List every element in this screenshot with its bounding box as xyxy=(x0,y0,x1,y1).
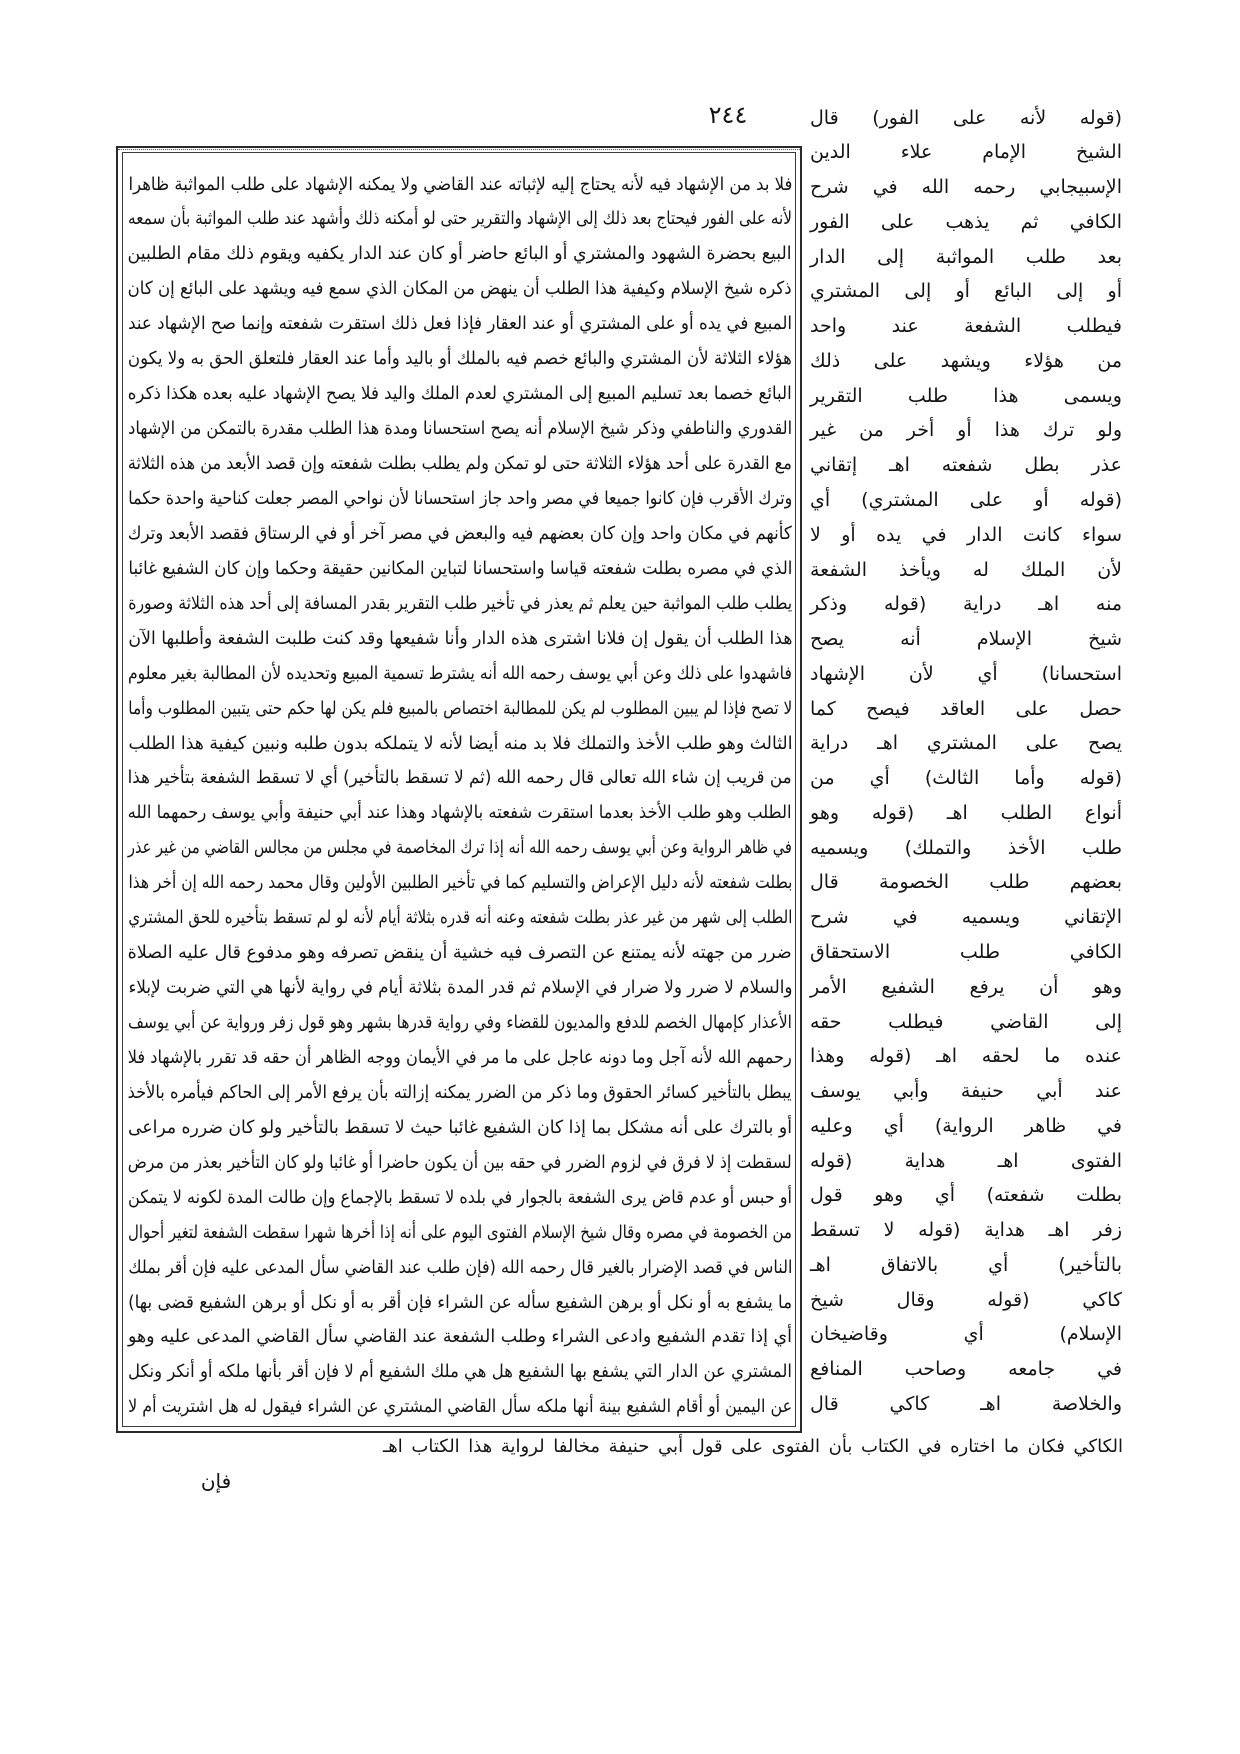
main-text-block xyxy=(128,168,792,1426)
margin-note-line: من هؤلاء ويشهد على ذلك xyxy=(810,349,1122,372)
margin-note-line: وهو أن يرفع الشفيع الأمر xyxy=(810,975,1122,998)
margin-note-line: الإسبيجابي رحمه الله في شرح xyxy=(810,176,1122,199)
margin-note-line: منه اهـ دراية (قوله وذكر xyxy=(810,593,1122,616)
main-text-line: المشتري عن الدار التي يشفع بها الشفيع هل هي ملك الشفيع أم لا فإن أقر بأنها ملكه أو أنكر ونكل xyxy=(128,1361,792,1383)
main-text-line: لأنه على الفور فيحتاج بعد ذلك إلى الإشهاد والتقرير حتى لو أمكنه ذلك وأشهد عند طلب المواثبة بأن سمعه xyxy=(128,208,792,230)
margin-note-line: (قوله لأنه على الفور) قال xyxy=(810,106,1122,129)
main-text-line: ضرر من جهته لأنه يمتنع عن التصرف فيه خشية أن ينقض تصرفه وهو مدفوع قال عليه الصلاة xyxy=(128,942,792,964)
main-text-line: بطلت شفعته لأنه دليل الإعراض والتسليم كما في تأخير الطلبين الأولين وقال محمد رحمه الله إن أخر هذا xyxy=(128,872,792,894)
margin-note-line: الإسلام) أي وقاضيخان xyxy=(810,1323,1122,1346)
margin-note-line: فيطلب الشفعة عند واحد xyxy=(810,315,1122,338)
margin-note-line: في جامعه وصاحب المنافع xyxy=(810,1358,1122,1381)
margin-note-line: لأن الملك له ويأخذ الشفعة xyxy=(810,558,1122,581)
footer-continuation-line: الكاكي فكان ما اختاره في الكتاب بأن الفتوى على قول أبي حنيفة مخالفا لرواية هذا الكتاب اهـ xyxy=(383,1436,1123,1457)
main-text-line: هذا الطلب أن يقول إن فلانا اشترى هذه الدار وأنا شفيعها وقد كنت طلبت الشفعة وأطلبها الآن xyxy=(128,627,792,649)
main-text-line: من الخصومة في مصره وقال شيخ الإسلام الفتوى اليوم على أنه إذا أخرها شهرا سقطت الشفعة لتغير أحوال xyxy=(128,1221,792,1243)
main-text-line: في ظاهر الرواية وعن أبي يوسف رحمه الله أنه إذا ترك المخاصمة في مجلس من مجالس القاضي من غير عذر xyxy=(128,837,792,859)
main-text-line: عن اليمين أو أقام الشفيع بينة أنها ملكه سأل القاضي المشتري عن الشراء فيقول له هل اشتريت أم لا xyxy=(128,1396,792,1418)
main-text-line: الأعذار كإمهال الخصم للدفع والمديون للقضاء وفي رواية قدرها بشهر وهو قول زفر ورواية عن أبي يوسف xyxy=(128,1012,792,1033)
main-text-line: الذي في مصره بطلت شفعته قياسا واستحسانا لتباين المكانين حقيقة وحكما وإن كان الشفيع غائبا xyxy=(128,557,792,579)
main-text-line: من قريب إن شاء الله تعالى قال رحمه الله (ثم لا تسقط بالتأخير) أي لا تسقط الشفعة بتأخير هذا xyxy=(128,767,792,789)
margin-note-line: أو إلى البائع أو إلى المشتري xyxy=(810,280,1122,303)
page-number: ٢٤٤ xyxy=(708,101,748,129)
margin-note-line: الفتوى اهـ هداية (قوله xyxy=(810,1149,1122,1172)
main-text-line: ذكره شيخ الإسلام وكيفية هذا الطلب أن ينهض من المكان الذي سمع فيه ويشهد على البائع إن كان xyxy=(128,278,792,300)
main-text-line: والسلام لا ضرر ولا ضرار في الإسلام ثم قدر المدة بثلاثة أيام في رواية لأنها هي التي ضربت لإبلاء xyxy=(128,977,792,999)
footer-continuation-block xyxy=(383,1430,1123,1464)
main-text-line: الطلب إلى شهر من غير عذر بطلت شفعته وعنه أنه قدره بثلاثة أيام لأنه لو لم تسقط بتأخيره للحق المشتري xyxy=(128,907,792,929)
margin-note-line: الكافي طلب الاستحقاق xyxy=(810,940,1122,963)
margin-note-line: عنده ما لحقه اهـ (قوله وهذا xyxy=(810,1045,1122,1068)
main-text-line: فلا بد من الإشهاد فيه لأنه يحتاج إليه لإثباته عند القاضي ولا يمكنه الإشهاد على طلب المواثبة ظاهرا xyxy=(128,173,792,195)
main-text-line: هؤلاء الثلاثة لأن المشتري والبائع خصم فيه بالملك أو باليد وأما عند العقار فلتعلق الحق به ولا يكون xyxy=(128,348,792,370)
main-text-line: البيع بحضرة الشهود والمشتري أو البائع حاضر أو كان عند الدار يكفيه ويقوم ذلك مقام الطلبين xyxy=(128,243,792,265)
main-text-line: ما يشفع به أو نكل أو برهن الشفيع سأله عن الشراء فإن أقر به أو نكل أو برهن الشفيع قضى بها) xyxy=(128,1291,792,1313)
margin-note-line: بعضهم طلب الخصومة قال xyxy=(810,871,1122,894)
margin-note-line: استحسانا) أي لأن الإشهاد xyxy=(810,662,1122,685)
margin-note-line: كاكي (قوله وقال شيخ xyxy=(810,1288,1122,1311)
main-text-line: لا تصح فإذا لم يبين المطلوب لم يكن للمطالبة اختصاص بالمبيع فلم يكن لها حكم حتى يتبين المطلوب وأما xyxy=(128,697,792,719)
main-text-line: مع القدرة على أحد هؤلاء الثلاثة حتى لو تمكن ولم يطلب بطلت شفعته وإن قصد الأبعد من هذه الثلاثة xyxy=(128,453,792,474)
margin-note-line: عذر بطل شفعته اهـ إتقاني xyxy=(810,454,1122,477)
margin-note-line: الإتقاني ويسميه في شرح xyxy=(810,906,1122,929)
margin-note-line: بعد طلب المواثبة إلى الدار xyxy=(810,245,1122,268)
margin-note-line: والخلاصة اهـ كاكي قال xyxy=(810,1392,1122,1415)
main-text-line: أو بالترك على أنه مشكل بما إذا كان الشفيع غائبا حيث لا تسقط بالتأخير ولو كان ضرره مراعى xyxy=(128,1116,792,1138)
main-text-line: أي إذا تقدم الشفيع وادعى الشراء وطلب الشفعة عند القاضي سأل القاضي المدعى عليه وهو xyxy=(128,1326,792,1348)
margin-note-line: في ظاهر الرواية) أي وعليه xyxy=(810,1114,1122,1137)
margin-note-line: ويسمى هذا طلب التقرير xyxy=(810,384,1122,407)
main-text-line: وترك الأقرب فإن كانوا جميعا في مصر واحد جاز استحسانا لأن نواحي المصر جعلت كناحية واحدة حكما xyxy=(128,487,792,509)
main-text-line: لسقطت إذ لا فرق في لزوم الضرر في حقه بين أن يكون حاضرا أو غائبا ولو كان التأخير بعذر من مرض xyxy=(128,1151,792,1173)
main-text-line: الناس في قصد الإضرار بالغير قال رحمه الله (فإن طلب عند القاضي سأل المدعى عليه فإن أقر بملك xyxy=(128,1256,792,1278)
margin-note-line: حصل على العاقد فيصح كما xyxy=(810,697,1122,720)
margin-note-line: إلى القاضي فيطلب حقه xyxy=(810,1010,1122,1033)
margin-note-line: سواء كانت الدار في يده أو لا xyxy=(810,523,1122,546)
margin-note-line: الشيخ الإمام علاء الدين xyxy=(810,141,1122,164)
main-text-line: أو حبس أو عدم قاض يرى الشفعة بالجوار في بلده لا تسقط بالإجماع وإن طالت المدة لكونه لا يتمكن xyxy=(128,1186,792,1208)
margin-note-line: طلب الأخذ والتملك) ويسميه xyxy=(810,836,1122,859)
main-text-line: الطلب وهو طلب الأخذ بعدما استقرت شفعته بالإشهاد وهذا عند أبي حنيفة وأبي يوسف رحمهما الله xyxy=(128,802,792,824)
main-text-line: فاشهدوا على ذلك وعن أبي يوسف رحمه الله أنه يشترط تسمية المبيع وتحديده لأن المطالبة بغير معلوم xyxy=(128,662,792,684)
main-text-line: كأنهم في مكان واحد وإن كان بعضهم فيه والبعض في مصر آخر أو في الرستاق فقصد الأبعد وترك xyxy=(128,522,792,544)
margin-note-line: زفر اهـ هداية (قوله لا تسقط xyxy=(810,1219,1122,1242)
main-text-line: القدوري والناطفي وذكر شيخ الإسلام أنه يصح استحسانا ومدة هذا الطلب مقدرة بالتمكن من الإشهاد xyxy=(128,418,792,440)
margin-note-line: عند أبي حنيفة وأبي يوسف xyxy=(810,1080,1122,1103)
margin-note-line: الكافي ثم يذهب على الفور xyxy=(810,210,1122,233)
margin-note-line: ولو ترك هذا أو أخر من غير xyxy=(810,419,1122,442)
margin-note-line: أنواع الطلب اهـ (قوله وهو xyxy=(810,801,1122,824)
margin-note-line: (قوله وأما الثالث) أي من xyxy=(810,767,1122,790)
margin-note-line: يصح على المشتري اهـ دراية xyxy=(810,732,1122,755)
main-text-line: الثالث وهو طلب الأخذ والتملك فلا بد منه أيضا لأنه لا يتملكه بدون طلبه ونبين كيفية هذا الطلب xyxy=(128,732,792,754)
main-text-line: رحمهم الله لأنه آجل وما دونه عاجل على ما مر في الأيمان ووجه الظاهر أن حقه قد تقرر بالإشهاد فلا xyxy=(128,1046,792,1068)
margin-notes-column xyxy=(810,101,1122,1422)
main-text-line: المبيع في يده أو على المشتري أو عند العقار فإذا فعل ذلك استقرت شفعته وإنما صح الإشهاد عند xyxy=(128,313,792,335)
margin-note-line: (قوله أو على المشتري) أي xyxy=(810,489,1122,512)
main-text-line: البائع خصما بعد تسليم المبيع إلى المشتري لعدم الملك واليد فلا يصح الإشهاد عليه بعده هكذا ذكره xyxy=(128,383,792,405)
catchword: فإن xyxy=(200,1469,232,1493)
main-text-line: يطلب طلب المواثبة حين يعلم ثم يعذر في تأخير طلب التقرير بقدر المسافة إلى أحد هذه الثلاثة وصورة xyxy=(128,592,792,614)
main-text-line: يبطل بالتأخير كسائر الحقوق وما ذكر من الضرر يمكنه إزالته بأن يرفع الأمر إلى الحاكم فيأمره بالأخذ xyxy=(128,1081,792,1103)
margin-note-line: بالتأخير) أي بالاتفاق اهـ xyxy=(810,1253,1122,1276)
margin-note-line: شيخ الإسلام أنه يصح xyxy=(810,628,1122,651)
margin-note-line: بطلت شفعته) أي وهو قول xyxy=(810,1184,1122,1207)
